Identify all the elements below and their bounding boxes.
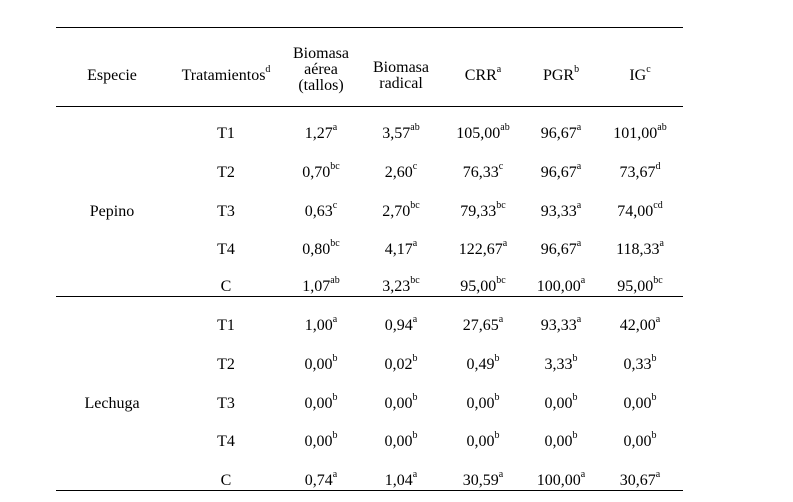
table-cell: 95,00$^{bc}$ — [460, 274, 506, 295]
table-cell: 30,67$^a$ — [619, 468, 661, 489]
table-cell: 0,94$^a$ — [384, 313, 418, 334]
table-cell: 0,02$^b$ — [384, 352, 418, 373]
treatment-label: T1 — [217, 125, 235, 142]
treatment-label: T4 — [217, 241, 235, 258]
table-cell: 96,67$^a$ — [540, 237, 582, 258]
treatment-label: T2 — [217, 164, 235, 181]
table-cell: 118,33$^a$ — [616, 237, 664, 258]
table-cell: 1,00$^a$ — [304, 313, 338, 334]
table-cell: 0,00$^b$ — [384, 391, 418, 412]
species-label: Lechuga — [84, 395, 140, 412]
table-cell: 0,00$^b$ — [623, 391, 657, 412]
table-cell: 4,17$^a$ — [384, 237, 418, 258]
table-cell: 0,00$^b$ — [466, 429, 500, 450]
table-cell: 0,49$^b$ — [466, 352, 500, 373]
header-crr: CRR$^a$ — [464, 63, 502, 84]
table-cell: 93,33$^a$ — [540, 313, 582, 334]
table-cell: 0,00$^b$ — [544, 429, 578, 450]
table-cell: 101,00$^{ab}$ — [613, 121, 667, 142]
treatment-label: C — [220, 278, 232, 295]
header-biomasa-aerea: Biomasa aérea (tallos) — [293, 45, 349, 94]
treatment-label: T3 — [217, 203, 235, 220]
header-bottom-rule — [56, 106, 683, 107]
table-cell: 0,00$^b$ — [304, 391, 338, 412]
table-cell: 0,00$^b$ — [623, 429, 657, 450]
table-cell: 96,67$^a$ — [540, 121, 582, 142]
treatment-label: T2 — [217, 356, 235, 373]
table-cell: 0,00$^b$ — [544, 391, 578, 412]
table-cell: 96,67$^a$ — [540, 160, 582, 181]
header-pgr: PGR$^b$ — [542, 63, 580, 84]
header-ig: $IG^c$ — [629, 63, 651, 84]
table-cell: 3,33$^b$ — [544, 352, 578, 373]
table-cell: 76,33$^c$ — [462, 160, 504, 181]
table-cell: 1,07$^{ab}$ — [302, 274, 340, 295]
table-cell: 3,23$^{bc}$ — [382, 274, 420, 295]
table-cell: 0,74$^a$ — [304, 468, 338, 489]
treatment-label: T4 — [217, 433, 235, 450]
header-tratamientos: Tratamientos$^d$ — [181, 63, 271, 84]
table-cell: 2,60$^c$ — [384, 160, 418, 181]
table-cell: 105,00$^{ab}$ — [456, 121, 510, 142]
table-cell: 1,27$^a$ — [304, 121, 338, 142]
table-cell: 30,59$^a$ — [462, 468, 504, 489]
table-cell: 0,70$^{bc}$ — [302, 160, 340, 181]
table-cell: 27,65$^a$ — [462, 313, 504, 334]
table-cell: 122,67$^a$ — [458, 237, 508, 258]
treatment-label: T3 — [217, 395, 235, 412]
table-cell: 0,00$^b$ — [384, 429, 418, 450]
table-cell: 1,04$^a$ — [384, 468, 418, 489]
table-cell: 73,67$^d$ — [619, 160, 661, 181]
table-cell: 79,33$^{bc}$ — [460, 199, 506, 220]
table-cell: 74,00$^{cd}$ — [617, 199, 663, 220]
table-cell: 2,70$^{bc}$ — [382, 199, 420, 220]
treatment-label: C — [220, 472, 232, 489]
table-cell: 95,00$^{bc}$ — [617, 274, 663, 295]
table-cell: 100,00$^a$ — [536, 468, 586, 489]
table-top-rule — [56, 27, 683, 28]
table-cell: 3,57$^{ab}$ — [382, 121, 420, 142]
treatment-label: T1 — [217, 317, 235, 334]
table-cell: 0,33$^b$ — [623, 352, 657, 373]
table-cell: 0,00$^b$ — [466, 391, 500, 412]
table-bottom-rule — [56, 490, 683, 491]
table-cell: 0,00$^b$ — [304, 352, 338, 373]
group-separator-rule — [56, 296, 683, 297]
table-cell: 0,00$^b$ — [304, 429, 338, 450]
header-especie: Especie — [87, 67, 137, 84]
species-label: Pepino — [89, 203, 135, 220]
header-biomasa-radical: Biomasa radical — [373, 59, 429, 92]
table-cell: 93,33$^a$ — [540, 199, 582, 220]
table-cell: 42,00$^a$ — [619, 313, 661, 334]
table-cell: 0,63$^c$ — [304, 199, 338, 220]
table-cell: 100,00$^a$ — [536, 274, 586, 295]
table-cell: 0,80$^{bc}$ — [302, 237, 340, 258]
